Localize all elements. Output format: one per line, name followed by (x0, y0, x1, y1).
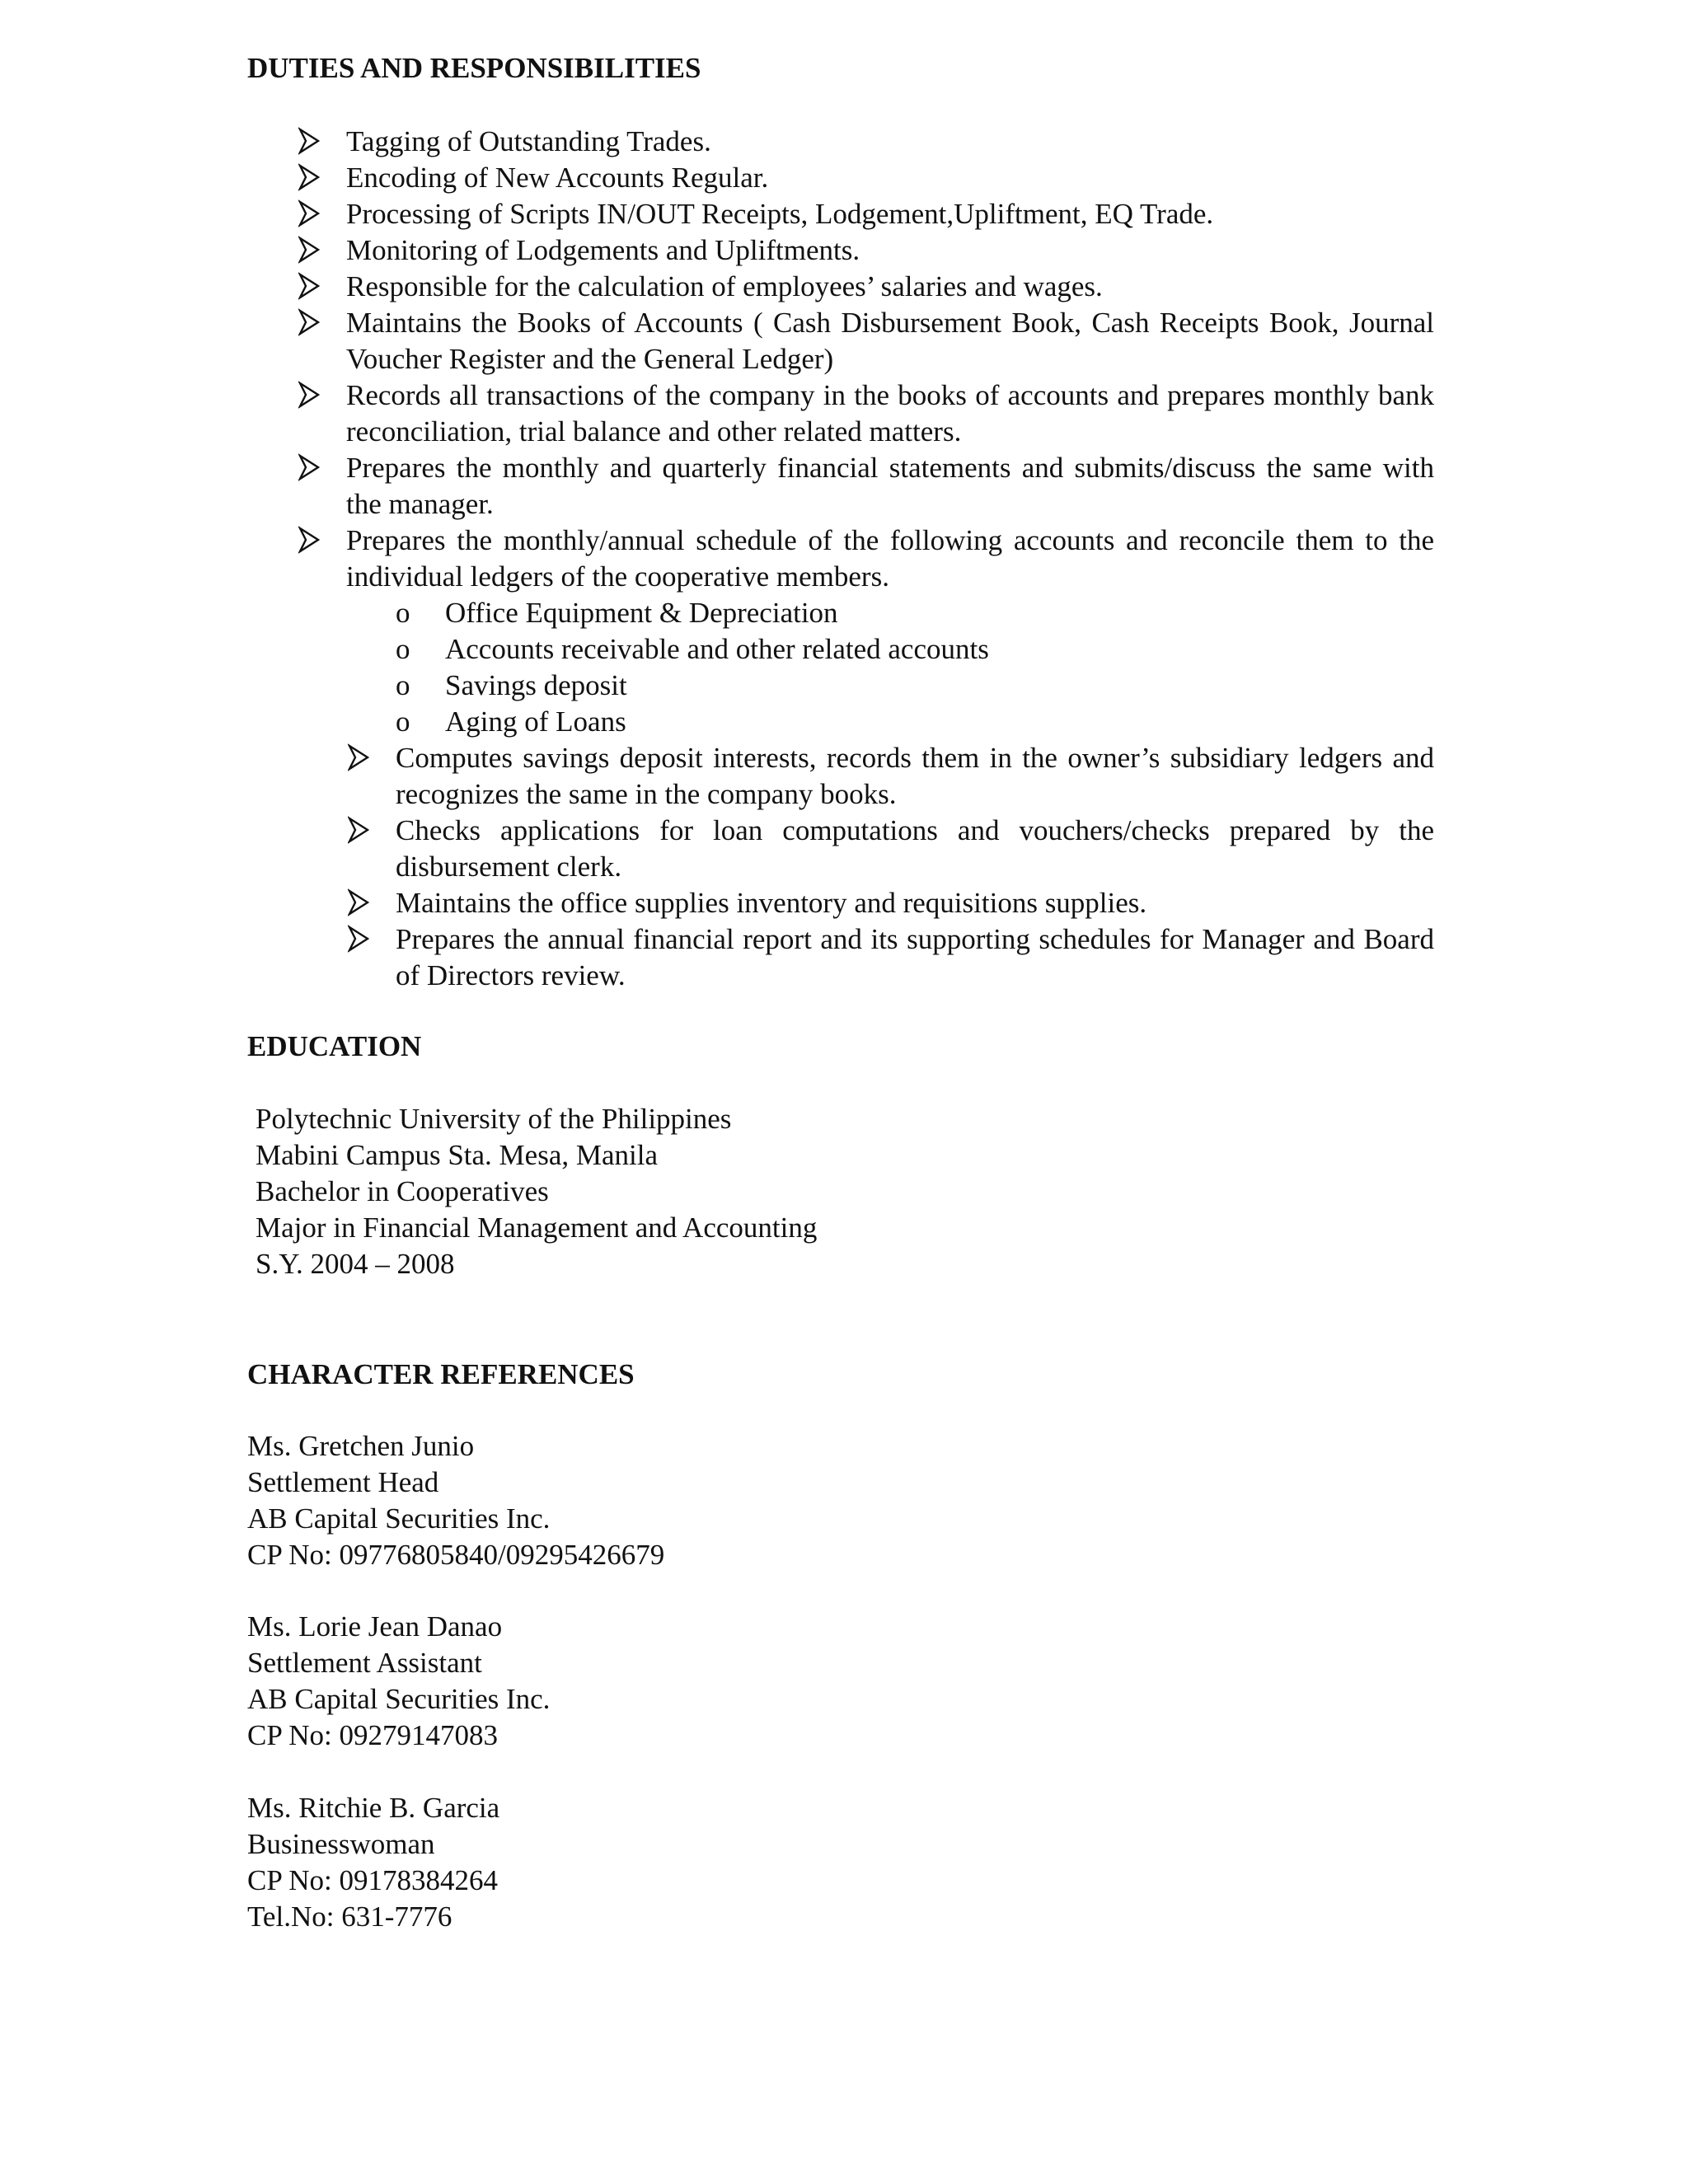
arrow-bullet-icon (348, 888, 369, 916)
schedule-item: o Accounts receivable and other related accounts (247, 631, 1434, 668)
duties-list (247, 124, 1434, 994)
schedule-sublist (247, 595, 1434, 740)
duty-item: Prepares the annual financial report and its supporting schedules for Manager and Board of Directors review. (247, 921, 1434, 994)
arrow-bullet-icon (348, 743, 369, 771)
arrow-bullet-icon (298, 526, 320, 554)
duty-item: Monitoring of Lodgements and Upliftments. (247, 232, 1434, 269)
reference-name: Ms. Gretchen Junio (247, 1430, 475, 1462)
major: Major in Financial Management and Accounting (256, 1212, 818, 1244)
reference-phone: CP No: 09178384264 (247, 1864, 499, 1896)
reference-entry (247, 1609, 550, 1754)
arrow-bullet-icon (298, 453, 320, 481)
duty-item: Responsible for the calculation of employees’ salaries and wages. (247, 269, 1434, 305)
school-campus: Mabini Campus Sta. Mesa, Manila (256, 1139, 659, 1171)
duty-item: Prepares the monthly and quarterly financial statements and submits/discuss the same with the manager. (247, 450, 1434, 523)
schedule-item: o Aging of Loans (247, 704, 1434, 740)
circle-bullet-icon: o (396, 669, 410, 701)
schedule-item: o Office Equipment & Depreciation (247, 595, 1434, 631)
circle-bullet-icon: o (396, 597, 410, 629)
reference-title: Settlement Assistant (247, 1647, 482, 1679)
duty-item: Maintains the office supplies inventory and requisitions supplies. (247, 885, 1434, 921)
reference-entry (247, 1428, 664, 1573)
circle-bullet-icon: o (396, 705, 410, 738)
duty-item: Encoding of New Accounts Regular. (247, 160, 1434, 196)
education-block (256, 1101, 817, 1282)
school-year: S.Y. 2004 – 2008 (256, 1248, 455, 1280)
arrow-bullet-icon (298, 127, 320, 155)
reference-title: Settlement Head (247, 1466, 439, 1498)
arrow-bullet-icon (298, 163, 320, 191)
duty-item: Maintains the Books of Accounts ( Cash Disbursement Book, Cash Receipts Book, Journal Voucher Register and the General Ledger) (247, 305, 1434, 377)
reference-name: Ms. Ritchie B. Garcia (247, 1792, 500, 1824)
arrow-bullet-icon (348, 816, 369, 844)
duties-heading: DUTIES AND RESPONSIBILITIES (247, 52, 701, 84)
duty-item: Processing of Scripts IN/OUT Receipts, Lodgement,Upliftment, EQ Trade. (247, 196, 1434, 232)
duty-item: Computes savings deposit interests, records them in the owner’s subsidiary ledgers and recognizes the same in the company books. (247, 740, 1434, 813)
references-heading: CHARACTER REFERENCES (247, 1358, 635, 1390)
reference-company: AB Capital Securities Inc. (247, 1683, 551, 1715)
reference-name: Ms. Lorie Jean Danao (247, 1610, 503, 1643)
arrow-bullet-icon (298, 308, 320, 336)
arrow-bullet-icon (348, 925, 369, 953)
duty-item: Checks applications for loan computations and vouchers/checks prepared by the disbursement clerk. (247, 813, 1434, 885)
reference-title: Businesswoman (247, 1828, 435, 1860)
degree: Bachelor in Cooperatives (256, 1175, 549, 1207)
reference-entry (247, 1790, 499, 1935)
arrow-bullet-icon (298, 381, 320, 409)
school-name: Polytechnic University of the Philippines (256, 1103, 732, 1135)
arrow-bullet-icon (298, 236, 320, 264)
arrow-bullet-icon (298, 272, 320, 300)
circle-bullet-icon: o (396, 633, 410, 665)
education-heading: EDUCATION (247, 1030, 422, 1062)
reference-company: AB Capital Securities Inc. (247, 1502, 551, 1535)
reference-tel: Tel.No: 631-7776 (247, 1900, 452, 1933)
arrow-bullet-icon (298, 199, 320, 227)
schedule-item: o Savings deposit (247, 668, 1434, 704)
duty-item: Prepares the monthly/annual schedule of the following accounts and reconcile them to the individual ledgers of the cooperative members. (247, 523, 1434, 595)
duty-item: Records all transactions of the company in the books of accounts and prepares monthly bank reconciliation, trial balance and other related matters. (247, 377, 1434, 450)
reference-phone: CP No: 09279147083 (247, 1719, 499, 1751)
reference-phone: CP No: 09776805840/09295426679 (247, 1539, 665, 1571)
duty-item: Tagging of Outstanding Trades. (247, 124, 1434, 160)
